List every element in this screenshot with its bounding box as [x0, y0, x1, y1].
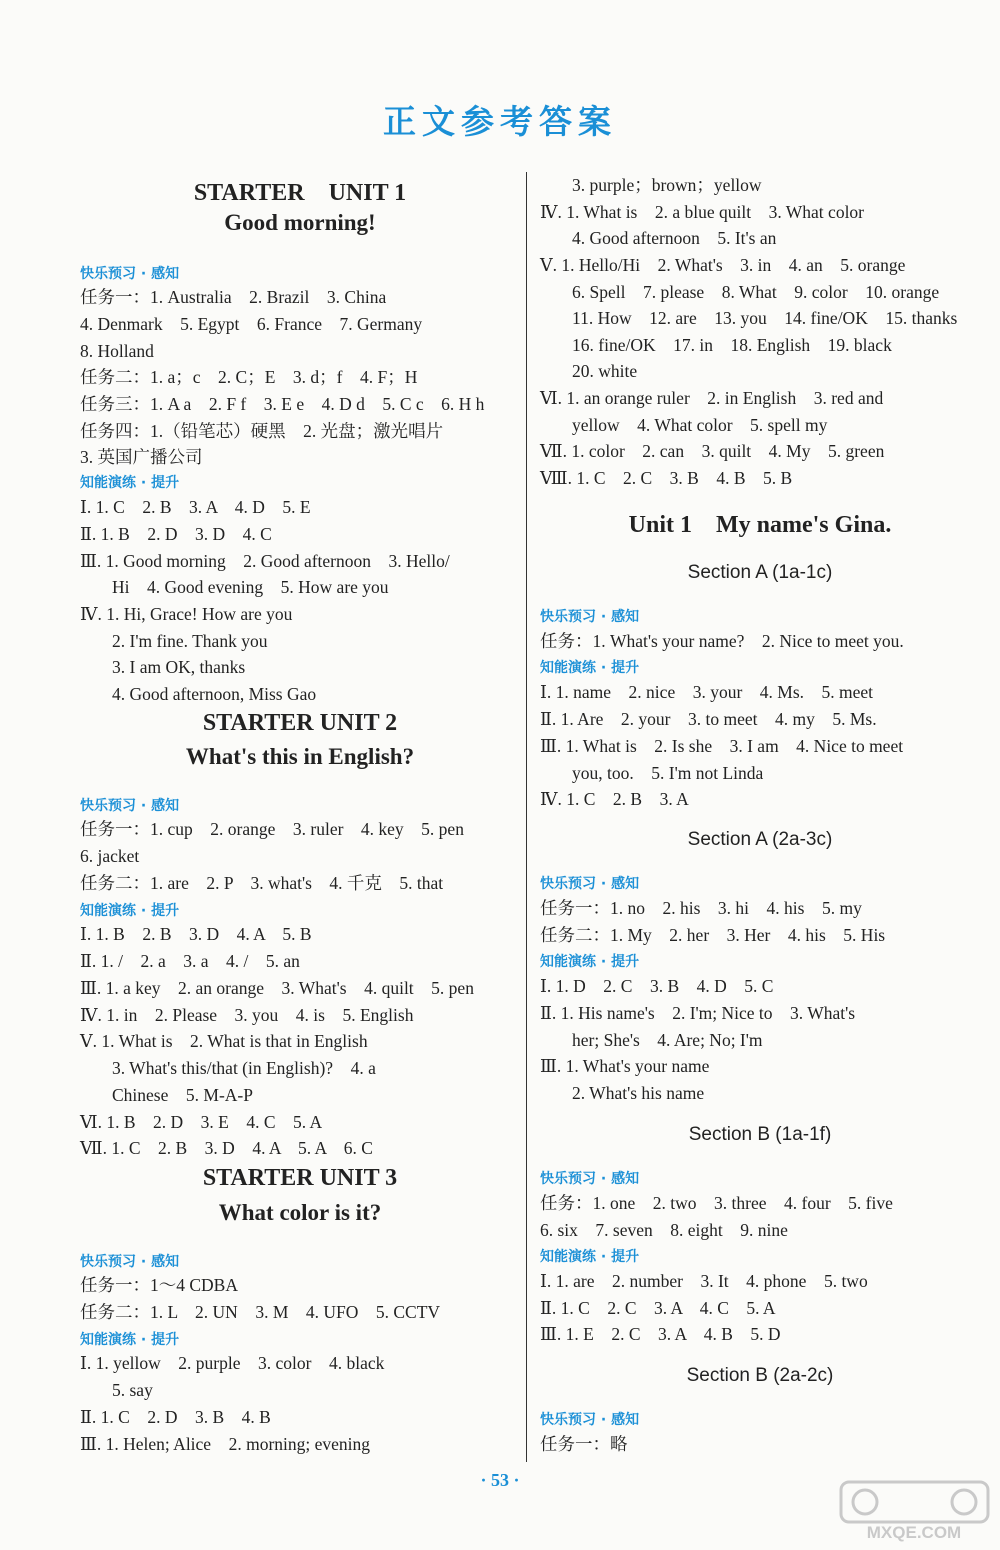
unit-subtitle: What's this in English?	[185, 744, 415, 769]
answer-line: Ⅲ. 1. What is 2. Is she 3. I am 4. Nice to meet	[540, 736, 904, 756]
answer-line: Ⅰ. 1. B 2. B 3. D 4. A 5. B	[80, 924, 312, 944]
answer-line: Ⅱ. 1. His name's 2. I'm; Nice to 3. What's	[540, 1003, 856, 1023]
answer-line: 2. What's his name	[572, 1083, 705, 1103]
watermark-seal	[853, 1490, 877, 1514]
unit-heading: Unit 1 My name's Gina.	[628, 512, 892, 538]
answer-line: Ⅰ. 1. C 2. B 3. A 4. D 5. E	[80, 497, 311, 517]
answer-line: 2. I'm fine. Thank you	[112, 631, 268, 651]
answer-line: Ⅱ. 1. B 2. D 3. D 4. C	[80, 524, 272, 544]
section-heading: Section A (2a-3c)	[687, 829, 833, 850]
watermark-badge	[841, 1482, 988, 1522]
practice-label: 知能演练 · 提升	[540, 954, 640, 970]
column-divider	[526, 172, 527, 1462]
preview-label: 快乐预习 · 感知	[80, 266, 180, 282]
section-heading: Section A (1a-1c)	[687, 562, 833, 583]
answer-line: Ⅱ. 1. / 2. a 3. a 4. / 5. an	[80, 951, 300, 971]
answer-line: 任务二：1. are 2. P 3. what's 4. 千克 5. that	[80, 873, 444, 893]
answer-line: Ⅲ. 1. Good morning 2. Good afternoon 3. Hello/	[80, 551, 450, 571]
practice-label: 知能演练 · 提升	[540, 1249, 640, 1265]
section-heading: Section B (1a-1f)	[688, 1124, 832, 1145]
answer-line: 任务：1. one 2. two 3. three 4. four 5. five	[540, 1193, 893, 1213]
preview-label: 快乐预习 · 感知	[540, 876, 640, 892]
practice-label: 知能演练 · 提升	[80, 1332, 180, 1348]
answer-line: 任务二：1. My 2. her 3. Her 4. his 5. His	[540, 925, 886, 945]
preview-label: 快乐预习 · 感知	[80, 798, 180, 814]
answer-line: 4. Good afternoon, Miss Gao	[112, 684, 317, 704]
answer-line: Chinese 5. M-A-P	[112, 1085, 253, 1105]
unit-heading: STARTER UNIT 1	[193, 180, 407, 206]
answer-line: Ⅳ. 1. in 2. Please 3. you 4. is 5. English	[80, 1005, 414, 1025]
answer-line: yellow 4. What color 5. spell my	[572, 415, 828, 435]
answer-line: 16. fine/OK 17. in 18. English 19. black	[572, 335, 892, 355]
answer-line: Ⅰ. 1. yellow 2. purple 3. color 4. black	[80, 1353, 385, 1373]
answer-line: 5. say	[112, 1380, 153, 1400]
answer-line: Ⅲ. 1. a key 2. an orange 3. What's 4. quilt 5. pen	[80, 978, 474, 998]
answer-line: Ⅰ. 1. D 2. C 3. B 4. D 5. C	[540, 976, 774, 996]
answer-line: Ⅳ. 1. Hi, Grace! How are you	[80, 604, 293, 624]
answer-line: Ⅳ. 1. C 2. B 3. A	[540, 789, 689, 809]
answer-line: 任务四：1.（铅笔芯）硬黑 2. 光盘；激光唱片	[80, 421, 444, 441]
answer-line: 11. How 12. are 13. you 14. fine/OK 15. thanks	[572, 308, 958, 328]
answer-line: Ⅱ. 1. Are 2. your 3. to meet 4. my 5. Ms.	[540, 709, 877, 729]
preview-label: 快乐预习 · 感知	[80, 1254, 180, 1270]
answer-line: Ⅰ. 1. are 2. number 3. It 4. phone 5. two	[540, 1271, 868, 1291]
answer-line: Ⅵ. 1. B 2. D 3. E 4. C 5. A	[80, 1112, 323, 1132]
answer-line: 6. jacket	[80, 846, 140, 866]
answer-line: Ⅲ. 1. E 2. C 3. A 4. B 5. D	[540, 1324, 781, 1344]
answer-line: 20. white	[572, 361, 638, 381]
answer-line: Ⅴ. 1. What is 2. What is that in English	[80, 1031, 368, 1051]
answer-line: Ⅳ. 1. What is 2. a blue quilt 3. What color	[540, 202, 865, 222]
answer-line: Ⅵ. 1. an orange ruler 2. in English 3. red and	[540, 388, 884, 408]
answer-line: you, too. 5. I'm not Linda	[572, 763, 764, 783]
answer-line: 任务三：1. A a 2. F f 3. E e 4. D d 5. C c 6. H h	[80, 394, 485, 414]
preview-label: 快乐预习 · 感知	[540, 1412, 640, 1428]
answer-line: Ⅲ. 1. Helen; Alice 2. morning; evening	[80, 1434, 371, 1454]
answer-line: 3. 英国广播公司	[80, 447, 203, 467]
section-heading: Section B (2a-2c)	[686, 1365, 834, 1386]
answer-line: 任务二：1. L 2. UN 3. M 4. UFO 5. CCTV	[80, 1302, 441, 1322]
answer-line: 任务：1. What's your name? 2. Nice to meet you.	[540, 631, 904, 651]
answer-line: 3. purple；brown；yellow	[572, 175, 762, 195]
unit-heading: STARTER UNIT 2	[202, 710, 398, 736]
answer-line: Ⅴ. 1. Hello/Hi 2. What's 3. in 4. an 5. orange	[540, 255, 906, 275]
unit-heading: STARTER UNIT 3	[202, 1165, 398, 1191]
answer-line: 6. six 7. seven 8. eight 9. nine	[540, 1220, 788, 1240]
answer-line: Ⅲ. 1. What's your name	[540, 1056, 710, 1076]
watermark-logo	[837, 1480, 992, 1542]
page-title: 正文参考答案	[383, 102, 617, 141]
answer-line: Hi 4. Good evening 5. How are you	[112, 577, 389, 597]
answer-line: 4. Good afternoon 5. It's an	[572, 228, 777, 248]
unit-subtitle: What color is it?	[218, 1200, 382, 1225]
answer-line: Ⅱ. 1. C 2. C 3. A 4. C 5. A	[540, 1298, 776, 1318]
answer-line: 任务一：1. Australia 2. Brazil 3. China	[80, 287, 387, 307]
answer-line: 3. What's this/that (in English)? 4. a	[112, 1058, 376, 1078]
answer-line: 任务一：1～4 CDBA	[80, 1275, 238, 1295]
answer-line: Ⅶ. 1. color 2. can 3. quilt 4. My 5. green	[540, 441, 885, 461]
page-number: · 53 ·	[480, 1470, 520, 1490]
answer-line: 任务一：略	[540, 1434, 628, 1454]
answer-line: her; She's 4. Are; No; I'm	[572, 1030, 763, 1050]
practice-label: 知能演练 · 提升	[80, 903, 180, 919]
practice-label: 知能演练 · 提升	[80, 475, 180, 491]
watermark-text: MXQE.COM	[866, 1523, 962, 1542]
preview-label: 快乐预习 · 感知	[540, 1171, 640, 1187]
answer-line: Ⅷ. 1. C 2. C 3. B 4. B 5. B	[540, 468, 793, 488]
answer-line: Ⅶ. 1. C 2. B 3. D 4. A 5. A 6. C	[80, 1138, 373, 1158]
answer-line: Ⅱ. 1. C 2. D 3. B 4. B	[80, 1407, 271, 1427]
answer-line: Ⅰ. 1. name 2. nice 3. your 4. Ms. 5. meet	[540, 682, 874, 702]
preview-label: 快乐预习 · 感知	[540, 609, 640, 625]
answer-line: 8. Holland	[80, 341, 154, 361]
watermark-seal	[952, 1490, 976, 1514]
answer-line: 任务二：1. a；c 2. C；E 3. d；f 4. F；H	[80, 367, 418, 387]
answer-line: 3. I am OK, thanks	[112, 657, 246, 677]
answer-line: 任务一：1. cup 2. orange 3. ruler 4. key 5. pen	[80, 819, 464, 839]
answer-line: 任务一：1. no 2. his 3. hi 4. his 5. my	[540, 898, 862, 918]
unit-subtitle: Good morning!	[224, 210, 376, 235]
practice-label: 知能演练 · 提升	[540, 660, 640, 676]
answer-line: 6. Spell 7. please 8. What 9. color 10. orange	[572, 282, 940, 302]
answer-line: 4. Denmark 5. Egypt 6. France 7. Germany	[80, 314, 423, 334]
